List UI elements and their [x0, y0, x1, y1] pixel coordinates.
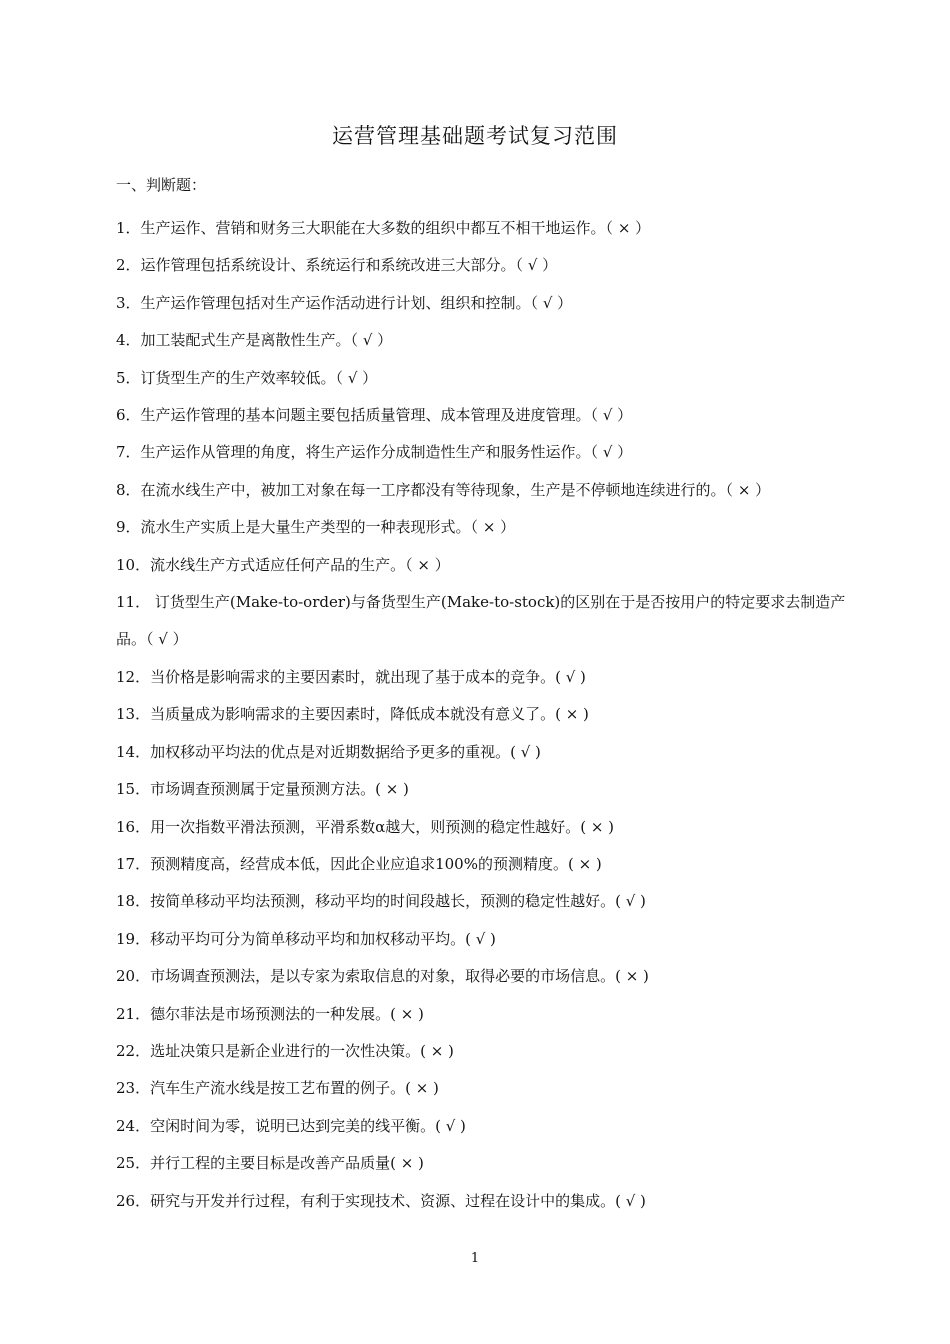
page-number: 1: [470, 1251, 480, 1266]
question-item-10: 10．流水线生产方式适应任何产品的生产。（ × ）: [116, 555, 450, 574]
question-item-24: 24．空闲时间为零，说明已达到完美的线平衡。( √ ): [116, 1116, 466, 1135]
question-item-7: 7．生产运作从管理的角度，将生产运作分成制造性生产和服务性运作。（ √ ）: [116, 443, 633, 462]
question-item-9: 9．流水生产实质上是大量生产类型的一种表现形式。（ × ）: [116, 518, 516, 537]
question-item-8: 8．在流水线生产中，被加工对象在每一工序都没有等待现象，生产是不停顿地连续进行的。（ × ）: [116, 480, 771, 499]
question-item-16: 16．用一次指数平滑法预测，平滑系数α越大，则预测的稳定性越好。( × ): [116, 817, 615, 836]
question-item-17: 17．预测精度高，经营成本低，因此企业应追求100%的预测精度。( × ): [116, 854, 602, 873]
question-item-4: 4．加工装配式生产是离散性生产。（ √ ）: [116, 331, 393, 350]
question-item-2: 2．运作管理包括系统设计、系统运行和系统改进三大部分。（ √ ）: [116, 256, 558, 275]
question-item-12: 12．当价格是影响需求的主要因素时，就出现了基于成本的竞争。( √ ): [116, 667, 586, 686]
question-item-26: 26．研究与开发并行过程，有利于实现技术、资源、过程在设计中的集成。( √ ): [116, 1191, 646, 1210]
question-item-15: 15．市场调查预测属于定量预测方法。( × ): [116, 780, 409, 799]
question-item-1: 1．生产运作、营销和财务三大职能在大多数的组织中都互不相干地运作。（ × ）: [116, 219, 651, 237]
question-item-3: 3．生产运作管理包括对生产运作活动进行计划、组织和控制。（ √ ）: [116, 293, 573, 312]
section-heading: 一、判断题：: [116, 176, 207, 194]
question-item-14: 14．加权移动平均法的优点是对近期数据给予更多的重视。( √ ): [116, 742, 541, 761]
question-item-18: 18．按简单移动平均法预测，移动平均的时间段越长，预测的稳定性越好。( √ ): [116, 892, 646, 911]
question-list: [116, 210, 846, 1220]
document-title: 运营管理基础题考试复习范围: [332, 124, 618, 148]
question-item-5: 5．订货型生产的生产效率较低。（ √ ）: [116, 368, 378, 387]
question-item-19: 19．移动平均可分为简单移动平均和加权移动平均。( √ ): [116, 929, 496, 948]
question-item-23: 23．汽车生产流水线是按工艺布置的例子。( × ): [116, 1079, 439, 1098]
question-item-13: 13．当质量成为影响需求的主要因素时，降低成本就没有意义了。( × ): [116, 705, 589, 724]
question-item-20: 20．市场调查预测法，是以专家为索取信息的对象，取得必要的市场信息。( × ): [116, 967, 649, 986]
question-item-25: 25．并行工程的主要目标是改善产品质量( × ): [116, 1154, 424, 1173]
question-item-22: 22．选址决策只是新企业进行的一次性决策。( × ): [116, 1041, 454, 1060]
question-item-21: 21．德尔菲法是市场预测法的一种发展。( × ): [116, 1004, 424, 1023]
question-item-6: 6．生产运作管理的基本问题主要包括质量管理、成本管理及进度管理。（ √ ）: [116, 406, 633, 425]
question-item-11: 11． 订货型生产(Make-to-order)与备货型生产(Make-to-stock)的区别在于是否按用户的特定要求去制造产品。（ √ ）: [116, 593, 846, 649]
